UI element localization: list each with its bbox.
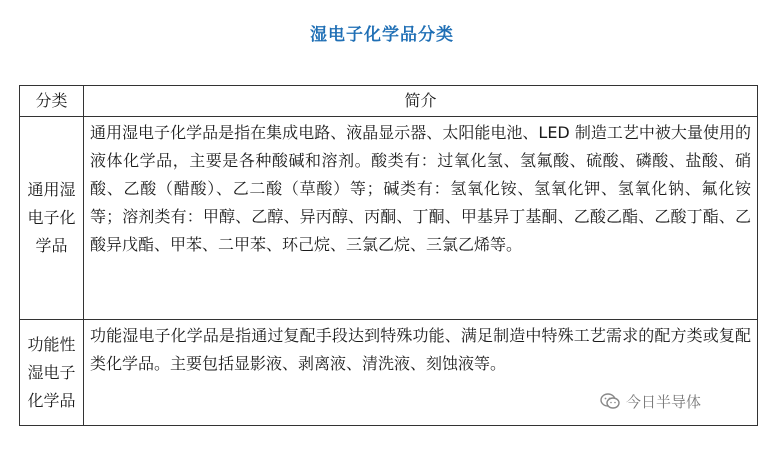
page-title: 湿电子化学品分类 (310, 25, 454, 45)
intro-cell: 通用湿电子化学品是指在集成电路、液晶显示器、太阳能电池、LED 制造工艺中被大量使用的液体化学品，主要是各种酸碱和溶剂。酸类有：过氧化氢、氢氟酸、硫酸、磷酸、盐酸、硝酸、乙酸（醋酸）、乙二酸（草酸）等；碱类有：氢氧化铵、氢氧化钾、氢氧化钠、氟化铵等；溶剂类有：甲醇、乙醇、异丙醇、丙酮、丁酮、甲基异丁基酮、乙酸乙酯、乙酸丁酯、乙酸异戊酯、甲苯、二甲苯、环己烷、三氯乙烷、三氯乙烯等。 (84, 117, 758, 320)
table-row (20, 117, 758, 320)
category-cell: 通用湿电子化学品 (20, 117, 84, 320)
category-cell: 功能性湿电子化学品 (20, 320, 84, 426)
column-header-intro: 简介 (84, 86, 758, 117)
watermark (600, 387, 750, 415)
intro-cell: 功能湿电子化学品是指通过复配手段达到特殊功能、满足制造中特殊工艺需求的配方类或复配类化学品。主要包括显影液、剥离液、清洗液、刻蚀液等。 (84, 320, 758, 426)
classification-table (19, 85, 758, 426)
wechat-icon (600, 392, 620, 410)
watermark-text: 今日半导体 (626, 392, 702, 411)
column-header-category: 分类 (20, 86, 84, 117)
table-header-row (20, 86, 758, 117)
